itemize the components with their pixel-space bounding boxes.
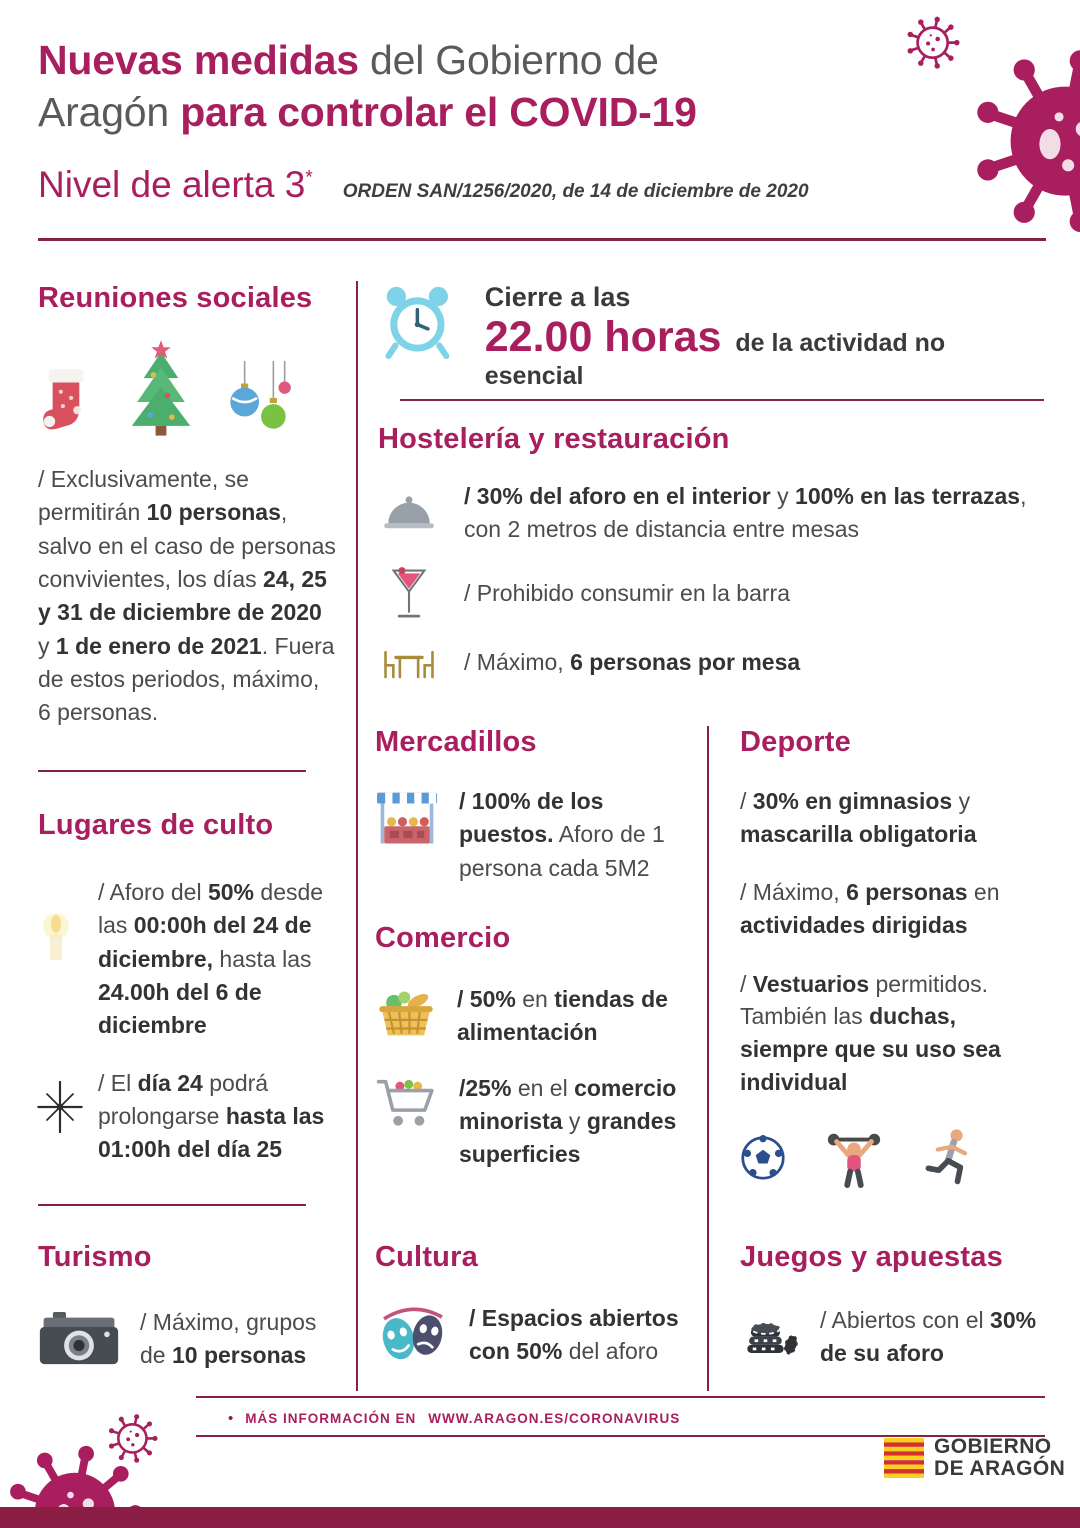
deporte-item-2: / Máximo, 6 personas en actividades dirigidas <box>740 879 1000 938</box>
vertical-divider-1 <box>356 281 358 1391</box>
page-title <box>38 34 888 138</box>
footer-divider-top <box>196 1396 1045 1398</box>
market-stall-icon <box>375 789 439 849</box>
page-title-line1: Nuevas medidas del Gobierno de <box>38 37 659 83</box>
section-body: / Exclusivamente, se permitirán 10 personas, salvo en el caso de personas convivientes, los días 24, 25 y 31 de diciembre de 2020 y 1 de enero de 2021. Fuera de estos periodos, máximo, 6 personas. <box>38 466 336 726</box>
mercadillos-text: / 100% de los puestos. Aforo de 1 persona cada 5M2 <box>459 788 665 881</box>
right-divider <box>400 399 1044 401</box>
section-reuniones-sociales <box>38 282 336 730</box>
section-mercadillos <box>375 726 675 885</box>
aragon-flag-icon <box>884 1438 924 1478</box>
turismo-row <box>38 1306 340 1373</box>
closing-rest: de la actividad no esencial <box>484 329 946 390</box>
hosteleria-item-2-text: / Prohibido consumir en la barra <box>464 579 790 606</box>
star-icon <box>34 1081 86 1133</box>
hosteleria-item-2 <box>378 563 1044 623</box>
gobierno-aragon-logo <box>884 1436 1065 1480</box>
juegos-row <box>740 1304 1044 1371</box>
grocery-basket-icon <box>375 985 437 1041</box>
closing-line1: Cierre a las <box>484 282 631 312</box>
section-title: Mercadillos <box>375 726 537 758</box>
alert-level-asterisk: * <box>305 167 313 189</box>
section-title: Comercio <box>375 922 511 954</box>
section-deporte <box>740 726 1044 1190</box>
camera-icon <box>38 1310 120 1368</box>
closing-text <box>485 280 1042 391</box>
coronavirus-url-link[interactable]: WWW.ARAGON.ES/CORONAVIRUS <box>428 1411 681 1426</box>
footer-info <box>228 1402 680 1435</box>
cultura-text: / Espacios abiertos con 50% del aforo <box>469 1305 679 1365</box>
alert-level-label: Nivel de alerta 3* <box>38 164 313 205</box>
section-title: Cultura <box>375 1241 478 1273</box>
shopping-cart-icon <box>375 1074 439 1132</box>
stocking-icon <box>38 363 96 439</box>
hosteleria-item-1-text: / 30% del aforo en el interior y 100% en las terrazas, con 2 metros de distancia entre mesas <box>464 483 1027 542</box>
section-title: Juegos y apuestas <box>740 1241 1003 1273</box>
cocktail-icon <box>388 563 430 623</box>
hosteleria-item-3 <box>378 641 1044 683</box>
baubles-icon <box>226 361 292 439</box>
culto-item-1-text: / Aforo del 50% desde las 00:00h del 24 de diciembre, hasta las 24.00h del 6 de diciembre <box>98 879 324 1039</box>
deporte-item-1: / 30% en gimnasios y mascarilla obligatoria <box>740 788 977 847</box>
vertical-divider-2 <box>707 726 709 1391</box>
comercio-item-1-text: / 50% en tiendas de alimentación <box>457 986 668 1046</box>
virus-icon <box>950 26 1080 232</box>
theater-masks-icon <box>375 1306 451 1366</box>
section-cultura <box>375 1241 687 1369</box>
juegos-text: / Abiertos con el 30% de su aforo <box>820 1307 1037 1367</box>
culto-item-1 <box>38 876 340 1043</box>
section-title: Turismo <box>38 1241 152 1273</box>
section-lugares-de-culto <box>38 809 340 1167</box>
section-hosteleria <box>378 423 1044 683</box>
section-title: Hostelería y restauración <box>378 423 730 455</box>
order-reference: ORDEN SAN/1256/2020, de 14 de diciembre de 2020 <box>342 181 809 202</box>
table-chairs-icon <box>379 641 439 683</box>
footer-bullet: • <box>228 1410 234 1427</box>
mercadillos-row <box>375 785 675 885</box>
poker-chips-icon <box>740 1306 800 1360</box>
section-title: Reuniones sociales <box>38 282 313 314</box>
deporte-icons-row <box>740 1126 1044 1190</box>
section-comercio <box>375 922 681 1172</box>
left-divider-1 <box>38 770 306 772</box>
logo-line2: DE ARAGÓN <box>934 1457 1066 1481</box>
bottom-bar <box>0 1507 1080 1528</box>
alarm-clock-icon <box>378 280 457 362</box>
turismo-text: / Máximo, grupos de 10 personas <box>140 1309 317 1369</box>
christmas-icons-row <box>38 337 336 439</box>
logo-line1: GOBIERNO <box>934 1435 1052 1458</box>
candle-icon <box>34 912 78 966</box>
closing-time: 22.00 horas <box>484 313 722 361</box>
left-divider-2 <box>38 1204 306 1206</box>
logo-text <box>934 1436 1065 1480</box>
alert-level-row <box>38 164 809 206</box>
culto-item-2 <box>38 1067 340 1167</box>
comercio-item-2-text: /25% en el comercio minorista y grandes superficies <box>459 1074 677 1168</box>
comercio-item-2 <box>375 1072 681 1172</box>
cloche-icon <box>380 491 438 535</box>
christmas-tree-icon <box>122 339 200 439</box>
section-title: Lugares de culto <box>38 809 274 841</box>
runner-icon <box>922 1127 978 1189</box>
closing-line2 <box>485 313 1042 391</box>
deporte-item-3: / Vestuarios permitidos. También las duchas, siempre que su uso sea individual <box>740 970 1001 1095</box>
weightlifter-icon <box>824 1126 884 1190</box>
soccer-ball-icon <box>740 1135 786 1181</box>
hosteleria-item-3-text: / Máximo, 6 personas por mesa <box>464 648 801 675</box>
culto-item-2-text: / El día 24 podrá prolongarse hasta las 01:00h del día 25 <box>98 1069 325 1163</box>
section-juegos-apuestas <box>740 1241 1044 1371</box>
footer-info-prefix: MÁS INFORMACIÓN EN <box>245 1411 417 1426</box>
closing-time-block <box>378 280 1042 391</box>
hosteleria-item-1 <box>378 480 1044 545</box>
comercio-item-1 <box>375 983 681 1050</box>
section-turismo <box>38 1241 340 1373</box>
cultura-row <box>375 1302 687 1369</box>
header-divider <box>38 238 1046 241</box>
section-title: Deporte <box>740 726 851 758</box>
page-title-line2: Aragón para controlar el COVID-19 <box>38 89 697 136</box>
